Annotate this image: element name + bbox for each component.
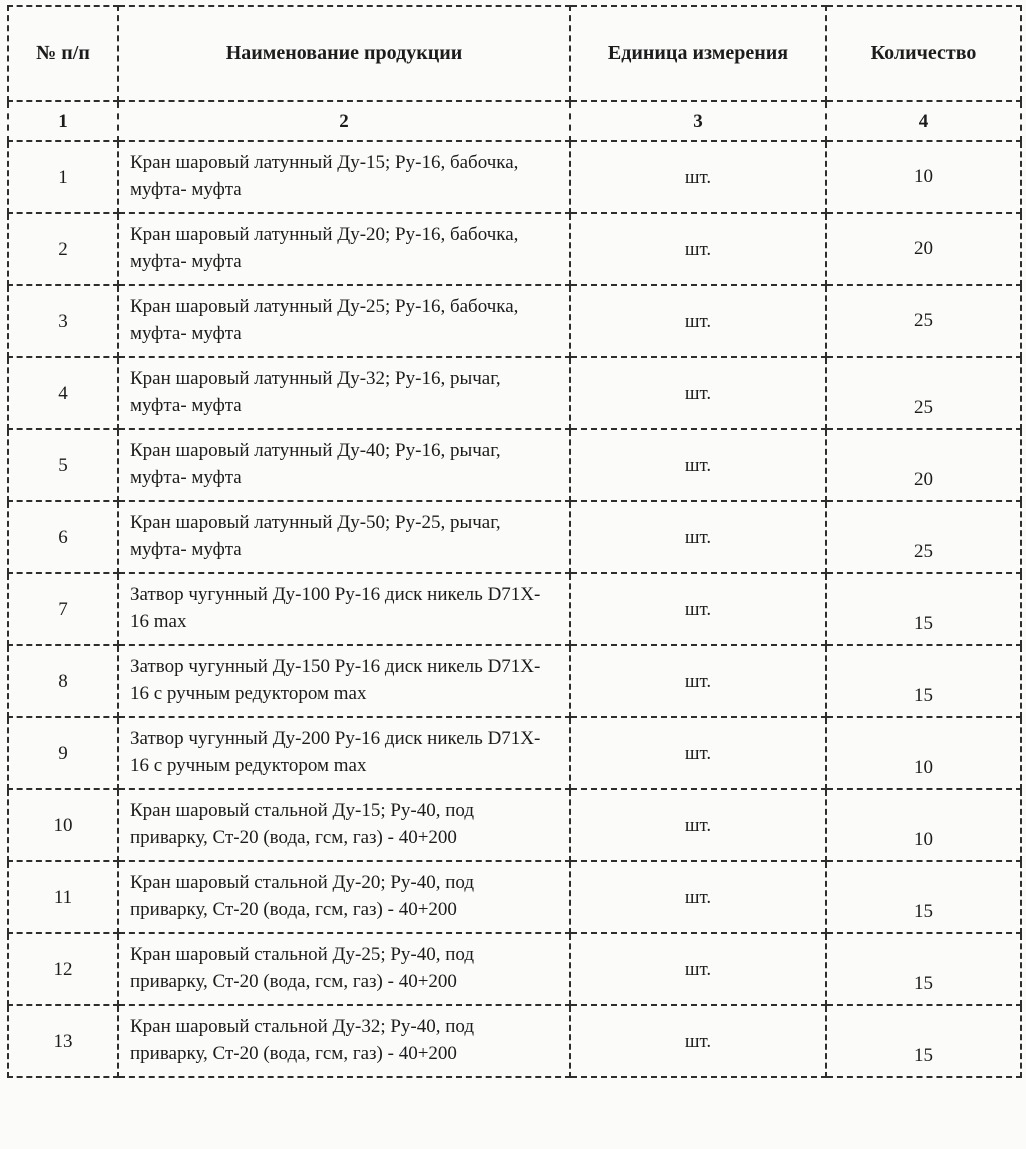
table-row (8, 1005, 1021, 1077)
table-row (8, 861, 1021, 933)
product-name-cell: Затвор чугунный Ду-150 Ру-16 диск никель D71X-16 с ручным редуктором max (118, 645, 570, 717)
column-number-3: 3 (570, 101, 826, 141)
unit-cell: шт. (570, 933, 826, 1005)
unit-cell: шт. (570, 501, 826, 573)
product-name-cell: Кран шаровый латунный Ду-20; Ру-16, бабочка, муфта- муфта (118, 213, 570, 285)
unit-cell: шт. (570, 789, 826, 861)
product-name-cell: Затвор чугунный Ду-200 Ру-16 диск никель D71X-16 с ручным редуктором max (118, 717, 570, 789)
table-row (8, 429, 1021, 501)
product-name-cell: Кран шаровый латунный Ду-50; Ру-25, рычаг, муфта- муфта (118, 501, 570, 573)
table-row (8, 285, 1021, 357)
column-number-1: 1 (8, 101, 118, 141)
product-name-cell: Затвор чугунный Ду-100 Ру-16 диск никель D71X-16 max (118, 573, 570, 645)
table-row (8, 933, 1021, 1005)
product-name-cell: Кран шаровый стальной Ду-15; Ру-40, под приварку, Ст-20 (вода, гсм, газ) - 40+200 (118, 789, 570, 861)
quantity-cell: 10 (826, 717, 1021, 789)
quantity-cell: 15 (826, 861, 1021, 933)
quantity-cell: 25 (826, 501, 1021, 573)
table-row (8, 213, 1021, 285)
quantity-cell: 15 (826, 645, 1021, 717)
table-row (8, 573, 1021, 645)
row-number-cell: 10 (8, 789, 118, 861)
unit-cell: шт. (570, 141, 826, 213)
product-name-cell: Кран шаровый латунный Ду-15; Ру-16, бабочка, муфта- муфта (118, 141, 570, 213)
header-cell-index: № п/п (8, 6, 118, 101)
unit-cell: шт. (570, 645, 826, 717)
row-number-cell: 13 (8, 1005, 118, 1077)
quantity-cell: 15 (826, 1005, 1021, 1077)
table-row (8, 501, 1021, 573)
row-number-cell: 3 (8, 285, 118, 357)
product-name-cell: Кран шаровый стальной Ду-32; Ру-40, под приварку, Ст-20 (вода, гсм, газ) - 40+200 (118, 1005, 570, 1077)
unit-cell: шт. (570, 573, 826, 645)
row-number-cell: 8 (8, 645, 118, 717)
table-row (8, 717, 1021, 789)
quantity-cell: 10 (826, 789, 1021, 861)
row-number-cell: 9 (8, 717, 118, 789)
table-body (8, 141, 1021, 1077)
unit-cell: шт. (570, 285, 826, 357)
row-number-cell: 11 (8, 861, 118, 933)
quantity-cell: 20 (826, 429, 1021, 501)
row-number-cell: 2 (8, 213, 118, 285)
row-number-cell: 5 (8, 429, 118, 501)
column-numbers-row (8, 101, 1021, 141)
product-name-cell: Кран шаровый стальной Ду-25; Ру-40, под приварку, Ст-20 (вода, гсм, газ) - 40+200 (118, 933, 570, 1005)
unit-cell: шт. (570, 357, 826, 429)
unit-cell: шт. (570, 1005, 826, 1077)
table-row (8, 141, 1021, 213)
row-number-cell: 1 (8, 141, 118, 213)
table-row (8, 357, 1021, 429)
header-cell-unit: Единица измерения (570, 6, 826, 101)
unit-cell: шт. (570, 717, 826, 789)
header-row (8, 6, 1021, 101)
unit-cell: шт. (570, 213, 826, 285)
quantity-cell: 20 (826, 213, 1021, 285)
table-row (8, 789, 1021, 861)
products-table (7, 5, 1022, 1078)
column-number-2: 2 (118, 101, 570, 141)
header-cell-name: Наименование продукции (118, 6, 570, 101)
product-name-cell: Кран шаровый латунный Ду-32; Ру-16, рычаг, муфта- муфта (118, 357, 570, 429)
row-number-cell: 6 (8, 501, 118, 573)
unit-cell: шт. (570, 429, 826, 501)
quantity-cell: 10 (826, 141, 1021, 213)
product-name-cell: Кран шаровый латунный Ду-25; Ру-16, бабочка, муфта- муфта (118, 285, 570, 357)
quantity-cell: 25 (826, 285, 1021, 357)
table-row (8, 645, 1021, 717)
quantity-cell: 25 (826, 357, 1021, 429)
row-number-cell: 12 (8, 933, 118, 1005)
row-number-cell: 7 (8, 573, 118, 645)
product-name-cell: Кран шаровый стальной Ду-20; Ру-40, под приварку, Ст-20 (вода, гсм, газ) - 40+200 (118, 861, 570, 933)
quantity-cell: 15 (826, 573, 1021, 645)
product-name-cell: Кран шаровый латунный Ду-40; Ру-16, рычаг, муфта- муфта (118, 429, 570, 501)
column-number-4: 4 (826, 101, 1021, 141)
table-header (8, 6, 1021, 141)
row-number-cell: 4 (8, 357, 118, 429)
unit-cell: шт. (570, 861, 826, 933)
quantity-cell: 15 (826, 933, 1021, 1005)
header-cell-quantity: Количество (826, 6, 1021, 101)
